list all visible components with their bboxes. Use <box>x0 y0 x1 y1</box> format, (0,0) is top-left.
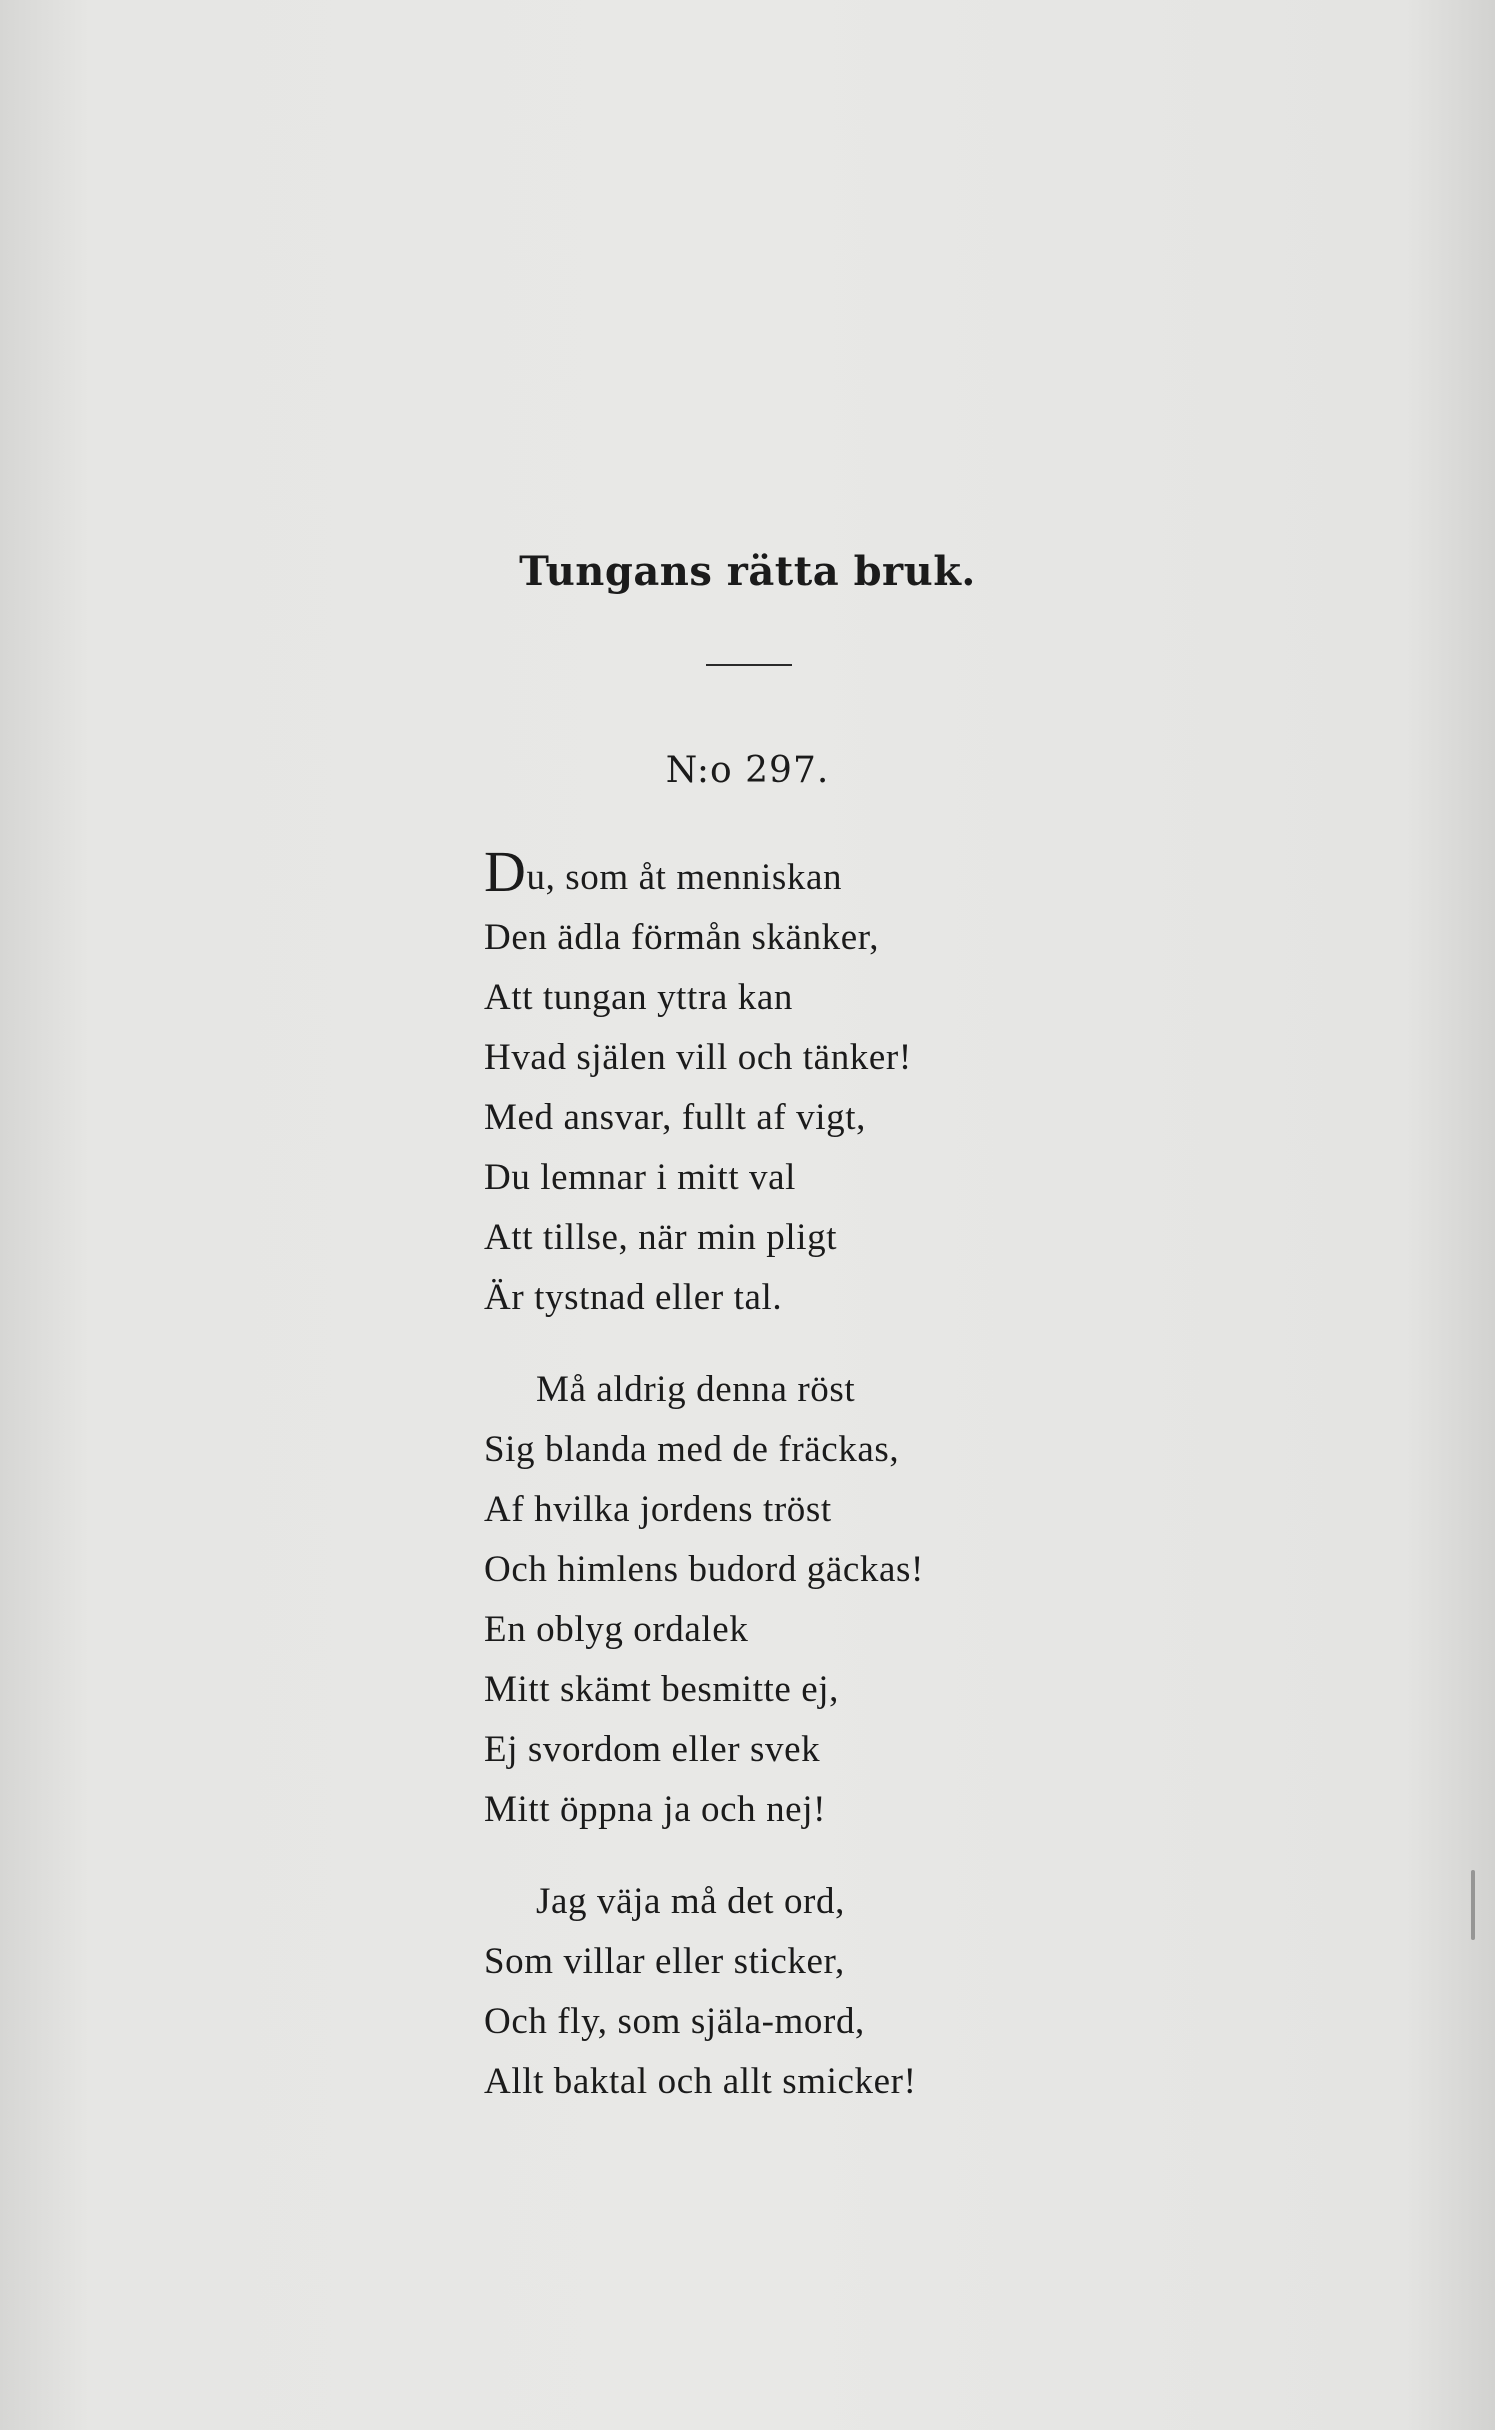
poem-line: Med ansvar, fullt af vigt, <box>484 1097 866 1138</box>
poem-line: Allt baktal och allt smicker! <box>484 2061 917 2102</box>
poem-line: En oblyg ordalek <box>484 1609 749 1650</box>
page-edge-mark <box>1471 1870 1475 1940</box>
poem-line: Och fly, som själa-mord, <box>484 2001 865 2042</box>
poem-line: Må aldrig denna röst <box>536 1369 856 1410</box>
drop-cap: D <box>484 839 527 904</box>
poem-line: Jag väja må det ord, <box>536 1881 845 1922</box>
stanza-1 <box>484 839 1084 1328</box>
poem-line: Sig blanda med de fräckas, <box>484 1429 900 1470</box>
poem-line <box>484 839 1084 908</box>
title-rule <box>706 664 792 666</box>
first-line-text: u, som åt menniskan <box>526 857 843 898</box>
poem-line: Som villar eller sticker, <box>484 1941 845 1982</box>
poem-line: Hvad själen vill och tänker! <box>484 1037 912 1078</box>
hymn-number: N:o 297. <box>665 750 830 791</box>
stanza-gap <box>484 1840 1084 1872</box>
poem-body <box>484 839 1084 2112</box>
poem-line: Och himlens budord gäckas! <box>484 1549 924 1590</box>
poem-line: Den ädla förmån skänker, <box>484 917 880 958</box>
poem-line: Af hvilka jordens tröst <box>484 1489 832 1530</box>
poem-line: Är tystnad eller tal. <box>484 1277 783 1318</box>
stanza-gap <box>484 1328 1084 1360</box>
stanza-3 <box>484 1872 1084 2112</box>
poem-line: Ej svordom eller svek <box>484 1729 821 1770</box>
poem-line: Du lemnar i mitt val <box>484 1157 797 1198</box>
poem-line: Att tungan yttra kan <box>484 977 793 1018</box>
poem-line: Att tillse, när min pligt <box>484 1217 838 1258</box>
poem-line: Mitt skämt besmitte ej, <box>484 1669 839 1710</box>
poem-line: Mitt öppna ja och nej! <box>484 1789 827 1830</box>
poem-title: Tungans rätta bruk. <box>519 548 976 595</box>
stanza-2 <box>484 1360 1084 1840</box>
